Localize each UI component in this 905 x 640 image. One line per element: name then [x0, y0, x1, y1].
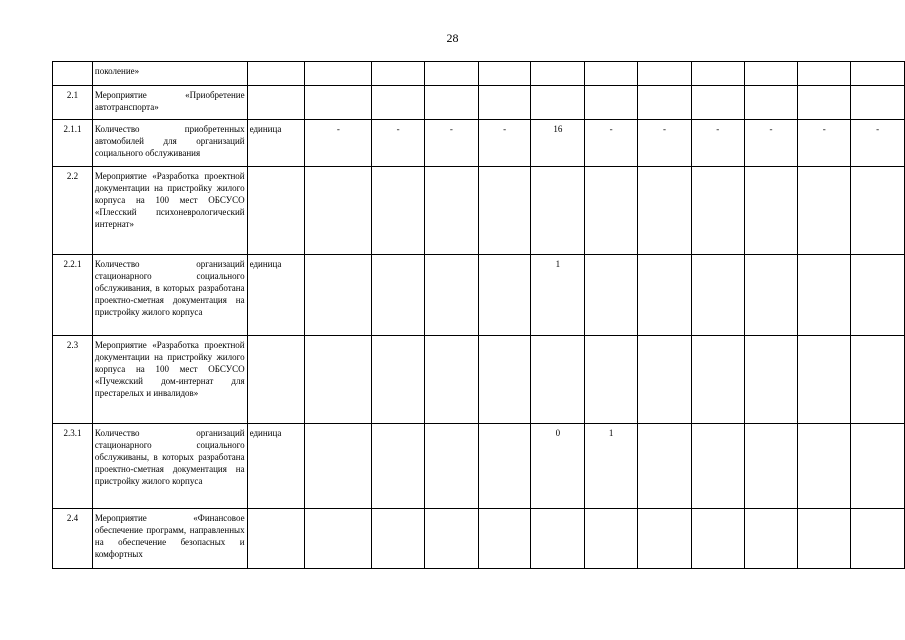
row-number-cell: 2.3.1 [53, 424, 93, 509]
row-value-cell [478, 509, 531, 569]
row-value-cell [478, 424, 531, 509]
row-value-cell [531, 62, 585, 86]
row-value-cell [424, 167, 478, 255]
row-unit-cell [247, 167, 305, 255]
row-unit-cell [247, 336, 305, 424]
row-unit-cell [247, 86, 305, 120]
row-value-cell [372, 62, 425, 86]
row-value-cell [531, 167, 585, 255]
row-value-cell [798, 62, 851, 86]
row-value-cell: 1 [585, 424, 638, 509]
row-value-cell [638, 167, 692, 255]
row-value-cell [305, 424, 372, 509]
row-value-cell: - [372, 120, 425, 167]
row-description-cell: Количество приобретенных автомобилей для организаций социального обслуживания [92, 120, 247, 167]
row-value-cell [691, 336, 744, 424]
row-value-cell [585, 255, 638, 336]
row-value-cell: - [305, 120, 372, 167]
row-value-cell [638, 255, 692, 336]
row-unit-cell: единица [247, 120, 305, 167]
table-row [53, 120, 905, 167]
row-value-cell [305, 509, 372, 569]
row-value-cell [531, 509, 585, 569]
row-value-cell [305, 62, 372, 86]
row-value-cell [372, 255, 425, 336]
row-value-cell: 16 [531, 120, 585, 167]
row-value-cell [585, 336, 638, 424]
row-value-cell [478, 62, 531, 86]
row-value-cell [372, 509, 425, 569]
row-value-cell [744, 167, 798, 255]
row-value-cell [744, 424, 798, 509]
row-number-cell: 2.4 [53, 509, 93, 569]
row-value-cell [305, 86, 372, 120]
row-description-cell: Мероприятие «Приобретение автотранспорта» [92, 86, 247, 120]
row-value-cell [691, 167, 744, 255]
row-value-cell [305, 167, 372, 255]
row-value-cell: - [798, 120, 851, 167]
row-value-cell: - [851, 120, 905, 167]
row-value-cell: - [424, 120, 478, 167]
row-value-cell [851, 336, 905, 424]
row-value-cell [305, 336, 372, 424]
row-value-cell [424, 62, 478, 86]
row-number-cell [53, 62, 93, 86]
page-number: 28 [446, 31, 459, 45]
row-value-cell [638, 86, 692, 120]
row-value-cell [744, 62, 798, 86]
row-description-cell: Количество организаций стационарного социального обслуживаны, в которых разработана проектно-сметная документация на пристройку жилого корпуса [92, 424, 247, 509]
row-value-cell [851, 62, 905, 86]
row-value-cell [424, 424, 478, 509]
row-value-cell: 1 [531, 255, 585, 336]
row-value-cell [305, 255, 372, 336]
row-value-cell [424, 509, 478, 569]
row-value-cell [372, 86, 425, 120]
row-value-cell [585, 509, 638, 569]
row-description-cell: Мероприятие «Финансовое обеспечение программ, направленных на обеспечение безопасных и комфортных [92, 509, 247, 569]
row-number-cell: 2.1 [53, 86, 93, 120]
row-value-cell [531, 86, 585, 120]
row-value-cell [744, 509, 798, 569]
row-value-cell: 0 [531, 424, 585, 509]
row-value-cell [851, 167, 905, 255]
row-description-cell: Мероприятие «Разработка проектной документации на пристройку жилого корпуса на 100 мест ОБСУСО «Пучежский дом-интернат для престарелых и инвалидов» [92, 336, 247, 424]
row-value-cell [424, 255, 478, 336]
row-number-cell: 2.2 [53, 167, 93, 255]
row-value-cell [691, 62, 744, 86]
row-value-cell [798, 336, 851, 424]
row-value-cell [478, 336, 531, 424]
table-row [53, 167, 905, 255]
row-value-cell [372, 336, 425, 424]
row-number-cell: 2.1.1 [53, 120, 93, 167]
row-value-cell [478, 86, 531, 120]
table-row [53, 86, 905, 120]
row-unit-cell [247, 509, 305, 569]
row-description-cell: Мероприятие «Разработка проектной документации на пристройку жилого корпуса на 100 мест ОБСУСО «Плесский психоневрологический интернат» [92, 167, 247, 255]
row-unit-cell [247, 62, 305, 86]
row-value-cell [638, 509, 692, 569]
row-value-cell [638, 336, 692, 424]
row-value-cell [798, 167, 851, 255]
row-value-cell [798, 509, 851, 569]
row-value-cell [691, 255, 744, 336]
row-value-cell [585, 167, 638, 255]
row-value-cell [691, 509, 744, 569]
row-value-cell [372, 424, 425, 509]
row-value-cell: - [478, 120, 531, 167]
row-value-cell [424, 336, 478, 424]
row-value-cell [851, 509, 905, 569]
row-value-cell [798, 86, 851, 120]
row-value-cell: - [691, 120, 744, 167]
row-number-cell: 2.3 [53, 336, 93, 424]
row-description-cell: Количество организаций стационарного социального обслуживания, в которых разработана проектно-сметная документация на пристройку жилого корпуса [92, 255, 247, 336]
table-row [53, 255, 905, 336]
row-value-cell: - [744, 120, 798, 167]
row-value-cell [744, 86, 798, 120]
row-value-cell: - [585, 120, 638, 167]
row-value-cell [691, 424, 744, 509]
row-number-cell: 2.2.1 [53, 255, 93, 336]
row-value-cell: - [638, 120, 692, 167]
row-value-cell [851, 255, 905, 336]
table-row [53, 62, 905, 86]
row-value-cell [638, 424, 692, 509]
row-value-cell [478, 167, 531, 255]
row-value-cell [585, 86, 638, 120]
row-value-cell [638, 62, 692, 86]
row-value-cell [851, 424, 905, 509]
table-row [53, 336, 905, 424]
row-description-cell: поколение» [92, 62, 247, 86]
table-row [53, 509, 905, 569]
row-value-cell [798, 255, 851, 336]
row-unit-cell: единица [247, 255, 305, 336]
row-value-cell [424, 86, 478, 120]
row-unit-cell: единица [247, 424, 305, 509]
row-value-cell [798, 424, 851, 509]
row-value-cell [744, 336, 798, 424]
row-value-cell [372, 167, 425, 255]
row-value-cell [531, 336, 585, 424]
table-row [53, 424, 905, 509]
row-value-cell [585, 62, 638, 86]
row-value-cell [851, 86, 905, 120]
row-value-cell [691, 86, 744, 120]
program-indicators-table [52, 61, 905, 569]
row-value-cell [478, 255, 531, 336]
row-value-cell [744, 255, 798, 336]
